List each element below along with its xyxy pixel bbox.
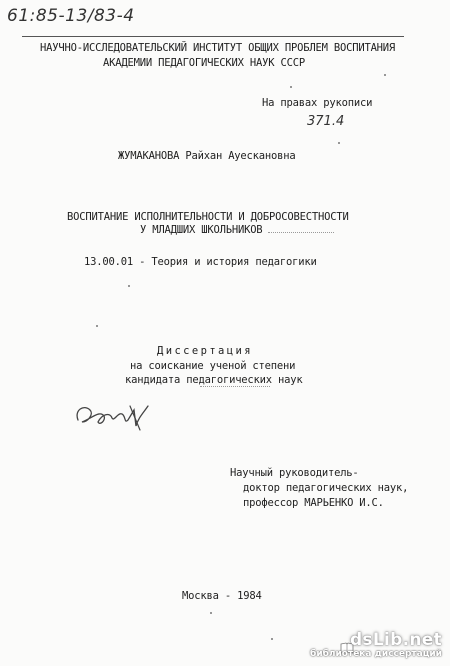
title-line-1: ВОСПИТАНИЕ ИСПОЛНИТЕЛЬНОСТИ И ДОБРОСОВЕСТНОСТИ — [67, 211, 349, 223]
dissertation-line-1: на соискание ученой степени — [130, 360, 296, 372]
supervisor-line-2: доктор педагогических наук, — [243, 482, 409, 494]
handwritten-signature — [70, 400, 160, 434]
scan-speck — [384, 74, 386, 76]
scan-speck — [210, 612, 212, 614]
place-and-year: Москва - 1984 — [182, 590, 262, 602]
rights-note: На правах рукописи — [262, 97, 373, 109]
handwritten-number: 371.4 — [307, 114, 345, 129]
watermark-subtitle: библиотека диссертаций — [310, 649, 442, 659]
scan-speck — [271, 638, 273, 640]
institute-line-2: АКАДЕМИИ ПЕДАГОГИЧЕСКИХ НАУК СССР — [103, 57, 306, 69]
title-line-2: У МЛАДШИХ ШКОЛЬНИКОВ — [140, 224, 263, 236]
supervisor-line-1: Научный руководитель- — [230, 467, 359, 479]
watermark-brand: dsLib.net — [349, 630, 442, 650]
dissertation-heading: Диссертация — [157, 345, 253, 357]
scan-speck — [96, 325, 98, 327]
specialty-line: 13.00.01 - Теория и история педагогики — [84, 256, 317, 268]
institute-line-1: НАУЧНО-ИССЛЕДОВАТЕЛЬСКИЙ ИНСТИТУТ ОБЩИХ ПРОБЛЕМ ВОСПИТАНИЯ — [40, 42, 396, 54]
supervisor-line-3: профессор МАРЬЕНКО И.С. — [243, 497, 384, 509]
dissertation-dotted-line — [200, 386, 270, 388]
dissertation-line-2: кандидата педагогических наук — [125, 374, 303, 386]
scan-speck — [290, 86, 292, 88]
scan-speck — [338, 142, 340, 144]
watermark — [310, 631, 442, 660]
title-dotted-line — [268, 232, 334, 234]
header-underline — [22, 36, 404, 37]
scan-speck — [128, 285, 130, 287]
author-name: ЖУМАКАНОВА Райхан Ауескановна — [118, 150, 296, 162]
archive-code: 61:85-13/83-4 — [7, 6, 135, 26]
